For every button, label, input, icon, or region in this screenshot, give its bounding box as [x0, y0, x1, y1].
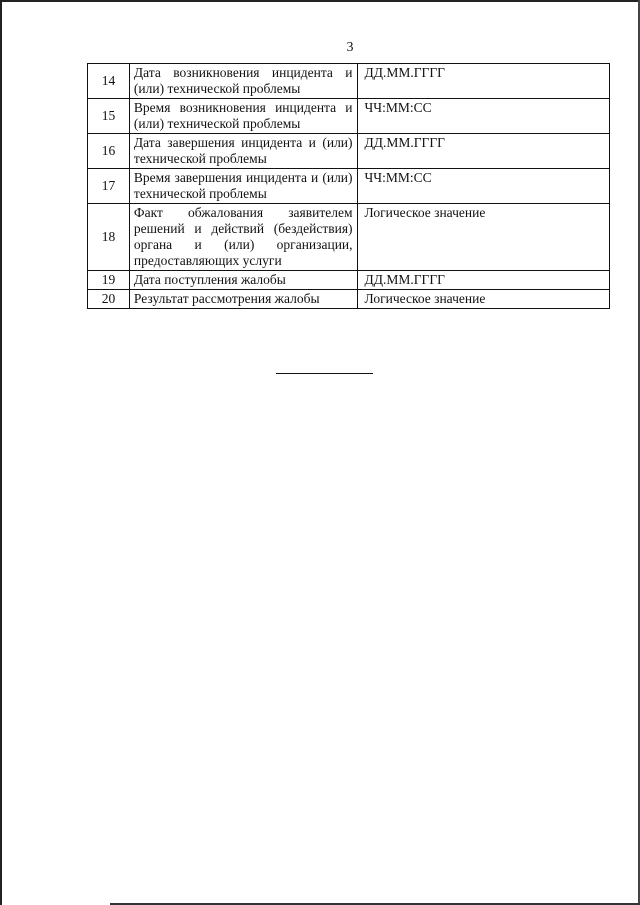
- row-format: ЧЧ:ММ:СС: [357, 169, 609, 204]
- row-format: ДД.ММ.ГГГГ: [357, 271, 609, 290]
- page-number: 3: [346, 40, 354, 55]
- table-row: [88, 169, 610, 204]
- row-number: 18: [88, 204, 130, 271]
- table-row: [88, 204, 610, 271]
- row-format: ДД.ММ.ГГГГ: [357, 134, 609, 169]
- row-number: 16: [88, 134, 130, 169]
- end-separator-line: [276, 373, 373, 374]
- table-row: [88, 64, 610, 99]
- page-border-top: [0, 0, 640, 2]
- table-row: [88, 99, 610, 134]
- row-format: Логическое значение: [357, 290, 609, 309]
- row-number: 17: [88, 169, 130, 204]
- row-number: 15: [88, 99, 130, 134]
- row-format: Логическое значение: [357, 204, 609, 271]
- row-format: ЧЧ:ММ:СС: [357, 99, 609, 134]
- data-table: [87, 63, 610, 309]
- table-row: [88, 290, 610, 309]
- row-name: Факт обжалования заявителем решений и действий (бездействия) органа и (или) организации, предоставляющих услуги: [129, 204, 357, 271]
- row-number: 19: [88, 271, 130, 290]
- row-name: Время завершения инцидента и (или) технической проблемы: [129, 169, 357, 204]
- page-border-left: [0, 0, 2, 905]
- row-name: Время возникновения инцидента и (или) технической проблемы: [129, 99, 357, 134]
- row-name: Дата поступления жалобы: [129, 271, 357, 290]
- row-number: 14: [88, 64, 130, 99]
- row-name: Дата завершения инцидента и (или) технической проблемы: [129, 134, 357, 169]
- row-name: Дата возникновения инцидента и (или) технической проблемы: [129, 64, 357, 99]
- table-row: [88, 271, 610, 290]
- row-name: Результат рассмотрения жалобы: [129, 290, 357, 309]
- row-number: 20: [88, 290, 130, 309]
- table-row: [88, 134, 610, 169]
- row-format: ДД.ММ.ГГГГ: [357, 64, 609, 99]
